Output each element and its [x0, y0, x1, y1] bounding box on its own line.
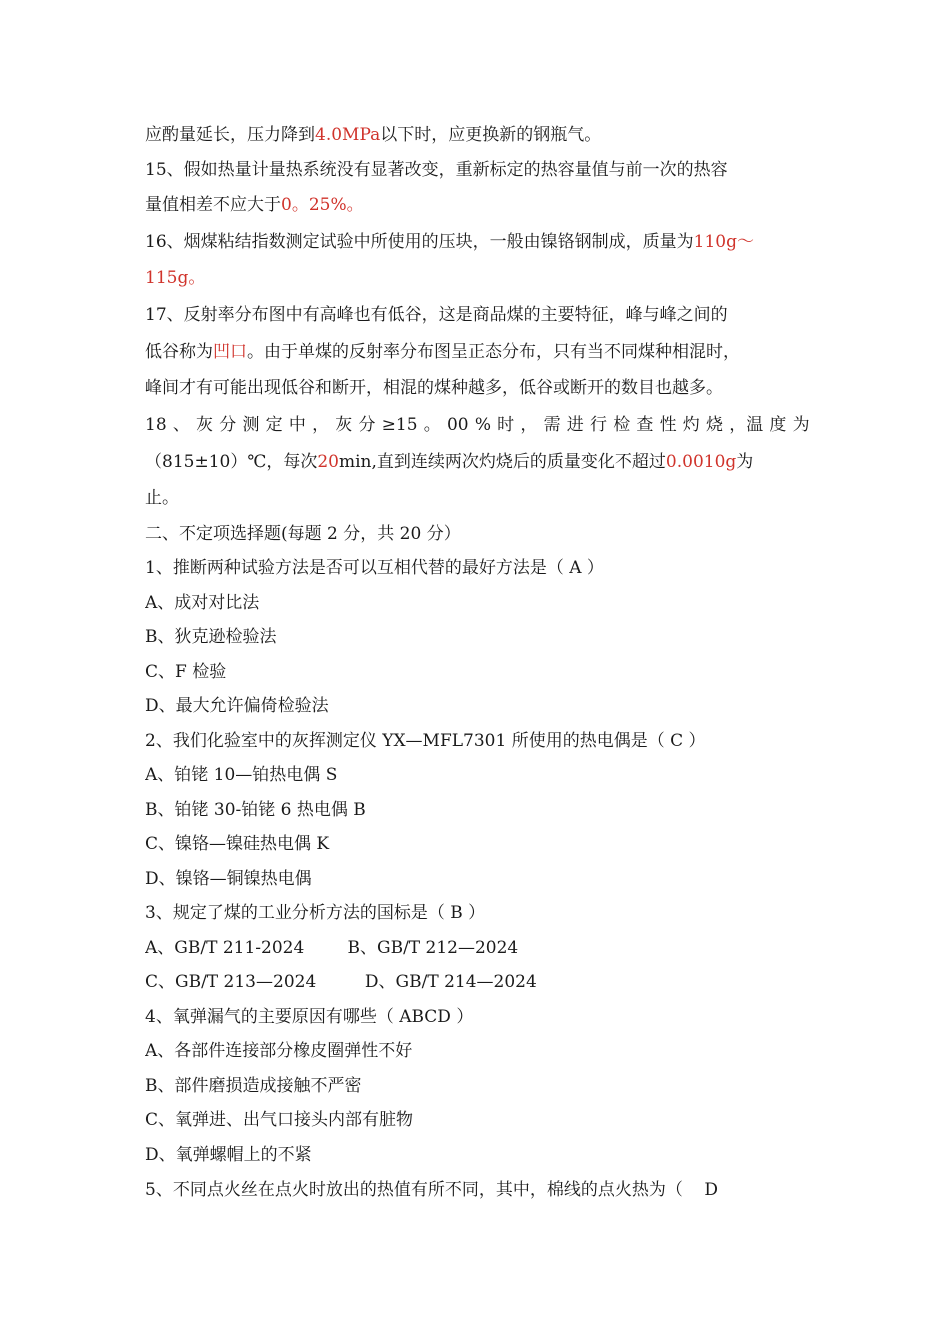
option-item: C、氧弹进、出气口接头内部有脏物 — [145, 1110, 414, 1130]
fill-item-15-continued — [145, 193, 810, 217]
justified-char: ，温 — [729, 415, 764, 435]
fill-item-18 — [145, 413, 810, 437]
section-heading: 二、不定项选择题(每题 2 分，共 20 分） — [145, 524, 461, 544]
fill-item-16 — [145, 230, 810, 254]
option-item: B、狄克逊检验法 — [145, 627, 277, 647]
justified-char: 性 — [659, 415, 677, 435]
text: 量值相差不应大于 — [145, 195, 281, 215]
justified-char: 灰 — [335, 415, 353, 435]
option-item: C、镍铬—镍硅热电偶 K — [145, 834, 330, 854]
text: 为 — [736, 452, 754, 472]
justified-char: 行 — [589, 415, 607, 435]
option-item: C、GB/T 213—2024 D、GB/T 214—2024 — [145, 972, 537, 992]
text: 16、烟煤粘结指数测定试验中所使用的压块，一般由镍铬钢制成，质量为 — [145, 232, 694, 252]
question-1-stem: 1、推断两种试验方法是否可以互相代替的最好方法是（ A ） — [145, 558, 604, 578]
question-3-stem: 3、规定了煤的工业分析方法的国标是（ B ） — [145, 903, 486, 923]
answer-text: 110g～ — [693, 232, 754, 252]
question-4-stem: 4、氧弹漏气的主要原因有哪些（ ABCD ） — [145, 1007, 474, 1027]
justified-char: 灰 — [196, 415, 214, 435]
option-item: B、铂铑 30-铂铑 6 热电偶 B — [145, 800, 366, 820]
fill-item-17-line-2 — [145, 340, 810, 364]
answer-text: 0。25%。 — [281, 195, 364, 215]
fill-item-18-line-2 — [145, 450, 810, 474]
option-item: D、氧弹螺帽上的不紧 — [145, 1145, 312, 1165]
justified-char: 时 — [497, 415, 515, 435]
justified-char: % — [474, 415, 491, 435]
option-item: C、F 检验 — [145, 662, 227, 682]
fill-item-17-line-3: 峰间才有可能出现低谷和断开，相混的煤种越多，低谷或断开的数目也越多。 — [145, 378, 723, 398]
text: 以下时，应更换新的钢瓶气。 — [380, 125, 602, 145]
fill-item-16-continued: 115g。 — [145, 268, 206, 288]
answer-text: 4.0MPa — [315, 125, 381, 145]
justified-char: 检 — [613, 415, 631, 435]
justified-char: 为 — [792, 415, 810, 435]
question-2-stem: 2、我们化验室中的灰挥测定仪 YX—MFL7301 所使用的热电偶是（ C ） — [145, 731, 706, 751]
justified-char: 烧 — [706, 415, 723, 435]
answer-text: 0.0010g — [665, 452, 737, 472]
justified-char: 度 — [769, 415, 787, 435]
fill-item-17: 17、反射率分布图中有高峰也有低谷，这是商品煤的主要特征，峰与峰之间的 — [145, 305, 728, 325]
text: 应酌量延长，压力降到 — [145, 125, 315, 145]
justified-char: 进 — [566, 415, 584, 435]
option-item: D、最大允许偏倚检验法 — [145, 696, 329, 716]
justified-char: 、 — [172, 415, 190, 435]
justified-char: 灼 — [682, 415, 700, 435]
justified-char: 00 — [446, 415, 469, 435]
answer-text: 20 — [317, 452, 339, 472]
text: 。由于单煤的反射率分布图呈正态分布，只有当不同煤种相混时， — [247, 342, 740, 362]
justified-char: ≥15 — [381, 415, 418, 435]
option-item: A、成对对比法 — [145, 593, 260, 613]
justified-char: ， — [520, 415, 538, 435]
fill-item-15: 15、假如热量计量热系统没有显著改变，重新标定的热容量值与前一次的热容 — [145, 160, 728, 180]
text: （815±10）℃，每次 — [145, 452, 318, 472]
justified-char: 测 — [242, 415, 260, 435]
fill-item-18-line-3: 止。 — [145, 488, 179, 508]
option-item: A、GB/T 211-2024 B、GB/T 212—2024 — [145, 938, 519, 958]
fill-item-14-continued — [145, 123, 810, 147]
justified-char: 。 — [423, 415, 441, 435]
answer-text: 凹口 — [213, 342, 247, 362]
justified-char: 定 — [265, 415, 283, 435]
justified-char: 中 — [288, 415, 306, 435]
question-5-stem: 5、不同点火丝在点火时放出的热值有所不同，其中，棉线的点火热为（ D — [145, 1180, 719, 1200]
option-item: A、铂铑 10—铂热电偶 S — [145, 765, 338, 785]
justified-char: 18 — [145, 415, 167, 435]
justified-char: 查 — [636, 415, 654, 435]
option-item: A、各部件连接部分橡皮圈弹性不好 — [145, 1041, 413, 1061]
text: min,直到连续两次灼烧后的质量变化不超过 — [338, 452, 666, 472]
text: 低谷称为 — [145, 342, 213, 362]
option-item: B、部件磨损造成接触不严密 — [145, 1076, 362, 1096]
justified-char: 需 — [543, 415, 561, 435]
option-item: D、镍铬—铜镍热电偶 — [145, 869, 312, 889]
justified-char: 分 — [219, 415, 237, 435]
justified-char: 分 — [358, 415, 376, 435]
justified-char: ， — [312, 415, 330, 435]
